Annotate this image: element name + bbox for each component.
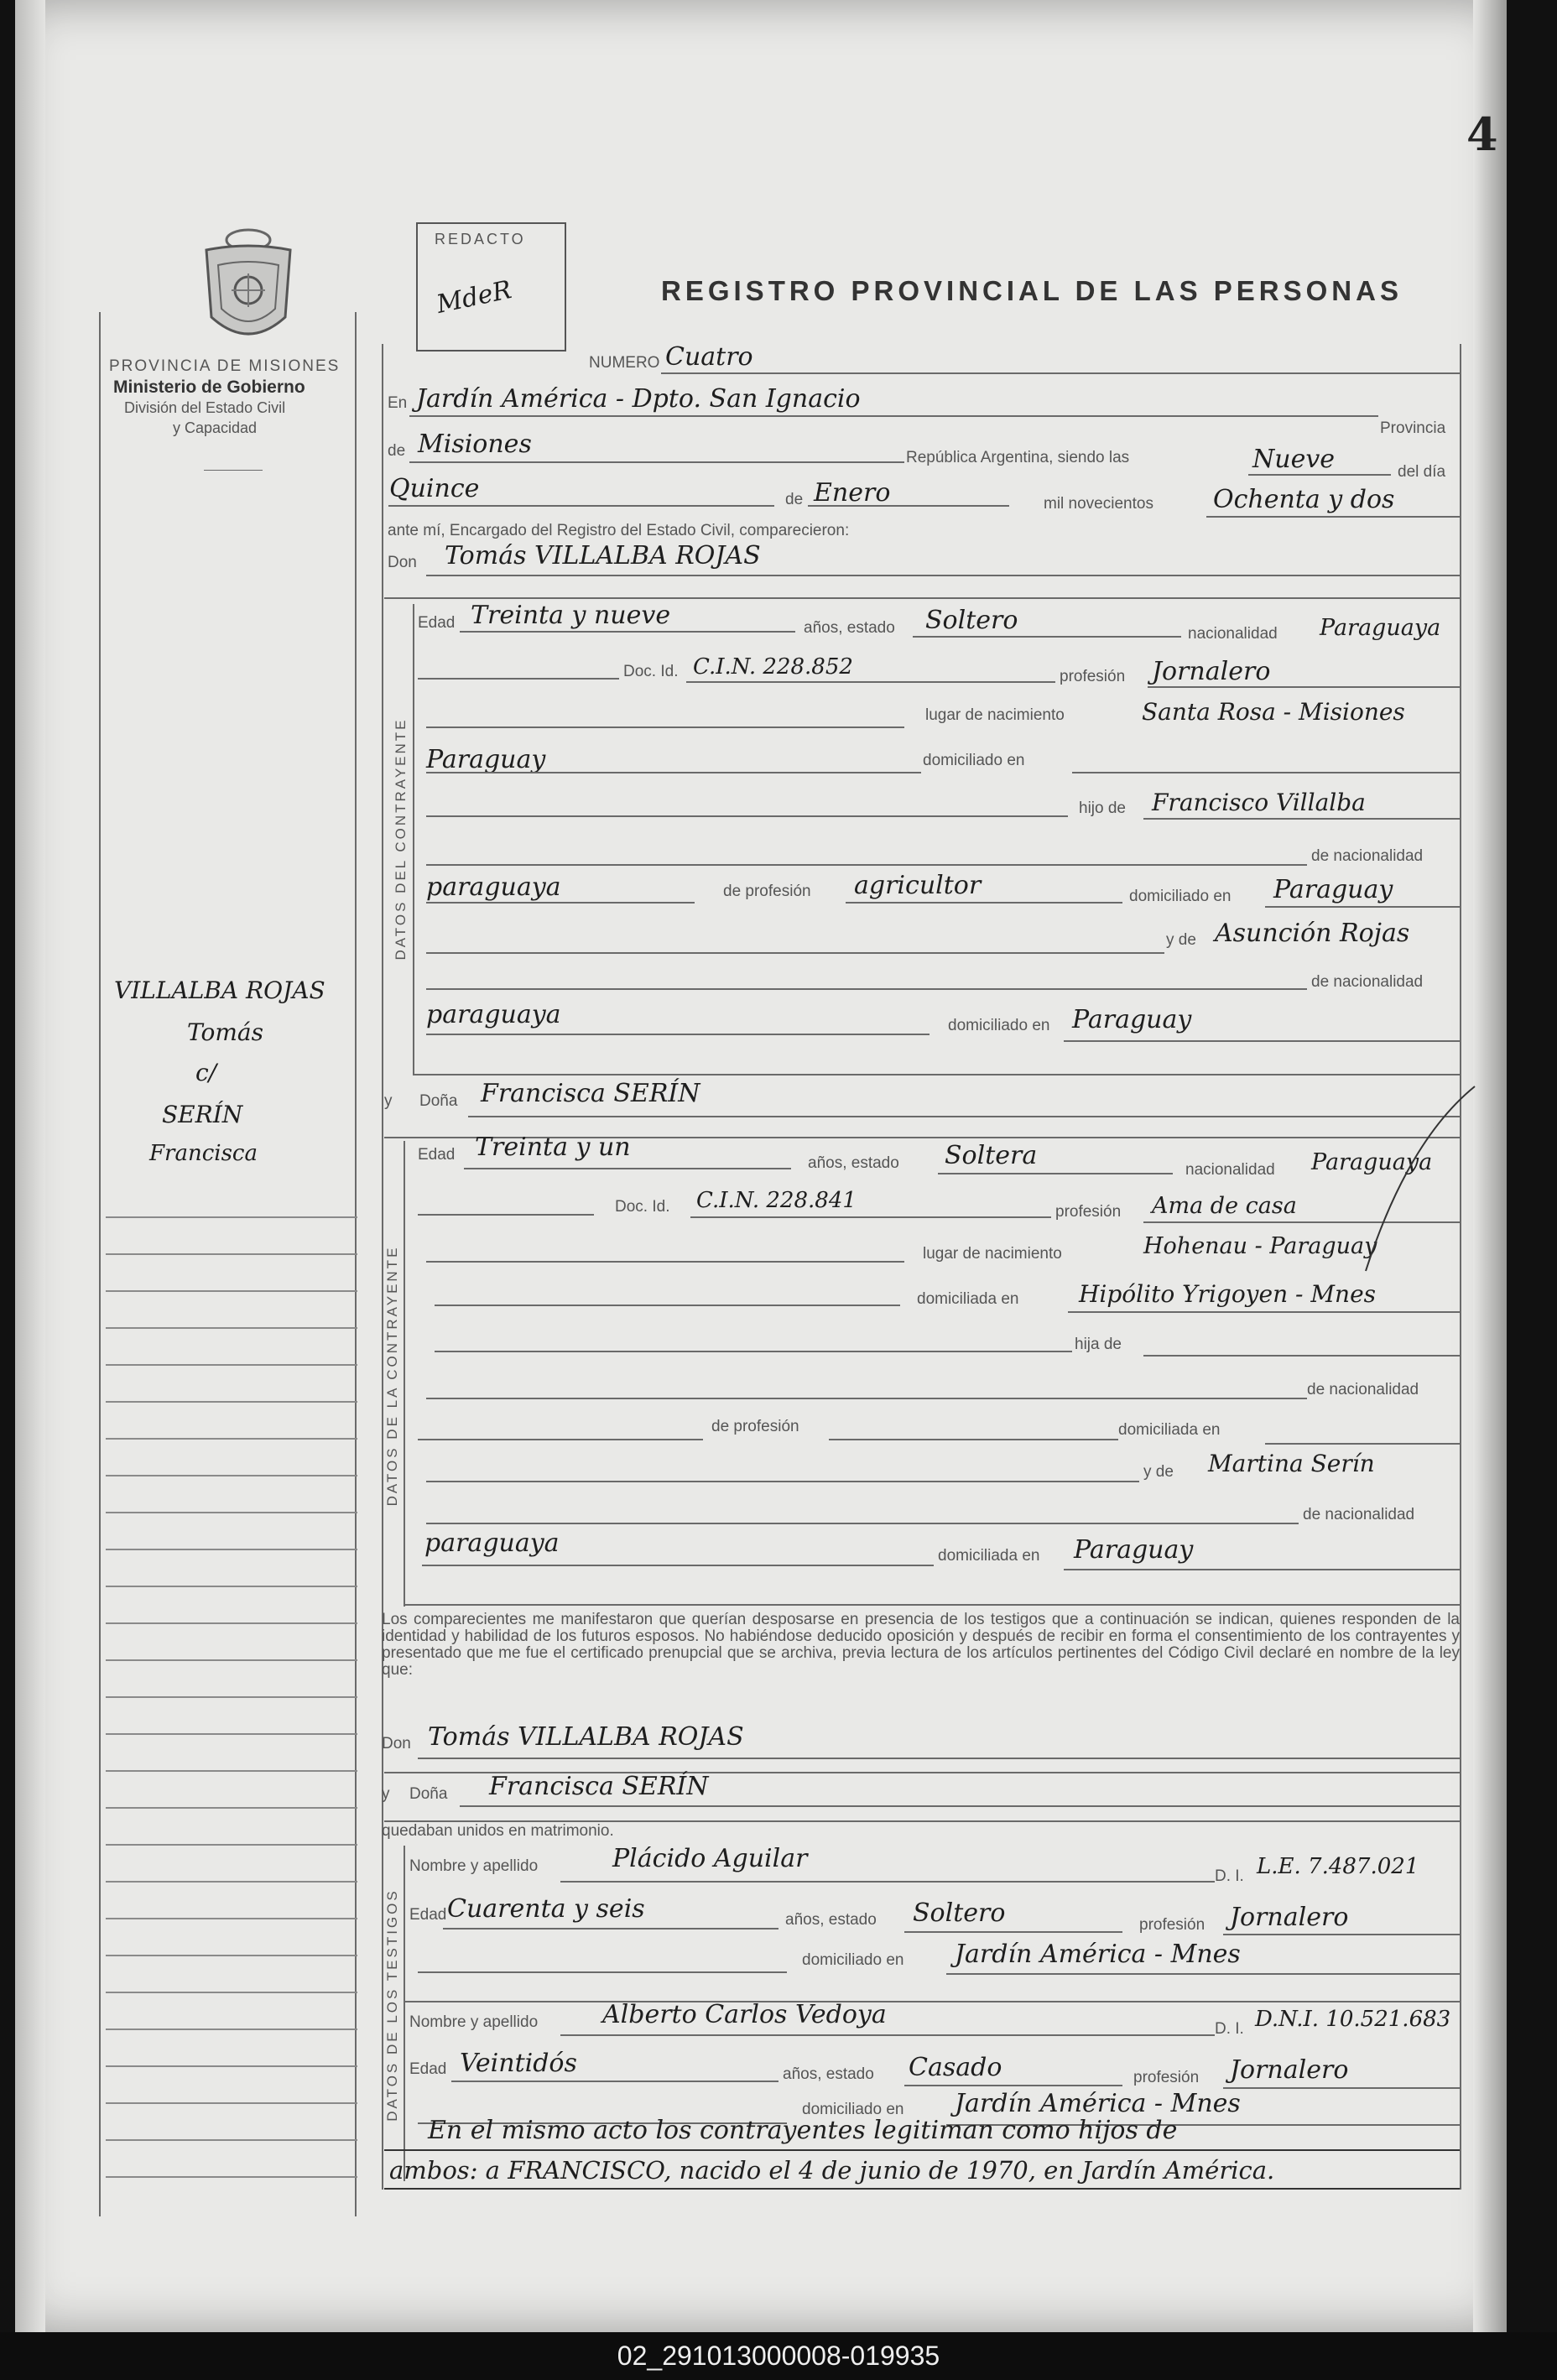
estado-value-2: Soltera bbox=[945, 1141, 1038, 1170]
de-value: Misiones bbox=[418, 430, 532, 459]
numero-value: Cuatro bbox=[665, 342, 753, 372]
cancel-stroke-icon bbox=[1357, 1082, 1483, 1275]
profesion-label: profesión bbox=[1060, 668, 1126, 685]
t1-domicilio-value: Jardín América - Mnes bbox=[955, 1940, 1241, 1969]
anio-value: Ochenta y dos bbox=[1213, 485, 1395, 514]
division-label: División del Estado Civil bbox=[124, 399, 286, 416]
rule bbox=[1265, 1443, 1460, 1445]
rule bbox=[413, 1074, 1460, 1075]
rule bbox=[418, 1214, 594, 1216]
rule bbox=[418, 1758, 1460, 1759]
margin-rule bbox=[106, 1622, 357, 1624]
edad-label: Edad bbox=[418, 614, 456, 632]
rule bbox=[418, 678, 619, 680]
hija-label: hija de bbox=[1075, 1336, 1122, 1353]
de-profesion-label-2: de profesión bbox=[711, 1418, 799, 1435]
lugar-label-2: lugar de nacimiento bbox=[923, 1245, 1062, 1263]
de-mes-label: de bbox=[785, 491, 804, 508]
rule bbox=[938, 1173, 1173, 1174]
margin-rule bbox=[106, 1364, 357, 1366]
don-label: Don bbox=[388, 554, 417, 571]
provincia-label: Provincia bbox=[1380, 419, 1446, 437]
margin-note-surname: VILLALBA ROJAS bbox=[114, 976, 325, 1004]
rule bbox=[1265, 906, 1460, 908]
margin-column-left bbox=[99, 312, 101, 2216]
de-label: de bbox=[388, 442, 406, 460]
page-number: 4 bbox=[1466, 107, 1498, 161]
rule bbox=[404, 1604, 1460, 1606]
capacity-label: y Capacidad bbox=[173, 419, 258, 436]
dona-label: Doña bbox=[419, 1092, 458, 1110]
contrayente-section-label: DATOS DEL CONTRAYENTE bbox=[393, 717, 409, 961]
margin-rule bbox=[106, 2065, 357, 2067]
binding-gutter bbox=[15, 0, 45, 2332]
y-de-label: y de bbox=[1166, 931, 1196, 949]
padre-nacionalidad-value: paraguaya bbox=[426, 872, 561, 902]
t2-domicilio-value: Jardín América - Mnes bbox=[955, 2089, 1241, 2118]
decl-don-label: Don bbox=[382, 1735, 411, 1752]
form-left-border bbox=[382, 344, 383, 2190]
margin-rule bbox=[106, 1807, 357, 1809]
lugar-value-2: Paraguay bbox=[426, 745, 546, 774]
rule bbox=[426, 575, 1460, 576]
del-dia-label: del día bbox=[1398, 463, 1446, 481]
rule bbox=[435, 1351, 1072, 1352]
rule bbox=[384, 2149, 1460, 2151]
margin-rule bbox=[106, 1290, 357, 1292]
rule bbox=[409, 461, 904, 463]
t2-doc-value: D.N.I. 10.521.683 bbox=[1255, 2007, 1451, 2032]
edad-value: Treinta y nueve bbox=[471, 601, 671, 630]
rule bbox=[422, 1565, 934, 1566]
madre-nacionalidad-value: paraguaya bbox=[426, 1000, 561, 1029]
padre-value: Francisco Villalba bbox=[1152, 789, 1366, 816]
decl-dona-label: Doña bbox=[409, 1785, 448, 1803]
note-line-2: ambos: a FRANCISCO, nacido el 4 de junio de 1970, en Jardín América. bbox=[389, 2156, 1275, 2185]
t1-profesion-value: Jornalero bbox=[1230, 1903, 1349, 1932]
margin-rule bbox=[106, 1844, 357, 1846]
rule bbox=[560, 1881, 1215, 1883]
doc-label-2: Doc. Id. bbox=[615, 1198, 670, 1216]
margin-rule bbox=[106, 1918, 357, 1919]
don-value: Tomás VILLALBA ROJAS bbox=[445, 541, 761, 570]
rule bbox=[426, 815, 1068, 817]
margin-rule bbox=[106, 1438, 357, 1440]
rule bbox=[388, 505, 774, 507]
document-page bbox=[15, 0, 1507, 2332]
decl-don-value: Tomás VILLALBA ROJAS bbox=[428, 1722, 744, 1752]
t1-nombre-value: Plácido Aguilar bbox=[612, 1844, 808, 1873]
rule bbox=[1068, 1311, 1460, 1313]
t2-profesion-label: profesión bbox=[1133, 2069, 1200, 2086]
margin-rule bbox=[106, 1696, 357, 1698]
rule bbox=[426, 864, 1307, 866]
doc-value: C.I.N. 228.852 bbox=[693, 654, 853, 680]
margin-rule bbox=[106, 2176, 357, 2178]
anios-label-2: años, estado bbox=[808, 1154, 899, 1172]
de-nacionalidad-label-2: de nacionalidad bbox=[1307, 1381, 1419, 1398]
nacionalidad-value: Paraguaya bbox=[1320, 615, 1441, 641]
rule bbox=[808, 505, 1009, 507]
doc-label: Doc. Id. bbox=[623, 663, 679, 680]
rule bbox=[426, 1034, 930, 1035]
t2-estado-value: Casado bbox=[909, 2053, 1002, 2082]
padre-dom-label: domiciliado en bbox=[1129, 888, 1232, 905]
nacionalidad-label-2: nacionalidad bbox=[1185, 1161, 1275, 1179]
rule bbox=[384, 2188, 1460, 2190]
doc-value-2: C.I.N. 228.841 bbox=[696, 1188, 857, 1213]
decl-y-label: y bbox=[382, 1785, 390, 1803]
margin-column-right bbox=[355, 312, 357, 2216]
rule bbox=[405, 2001, 1460, 2002]
rule bbox=[904, 2085, 1122, 2086]
rule bbox=[460, 1805, 1460, 1807]
madre-dom-value: Paraguay bbox=[1072, 1005, 1192, 1034]
t2-nombre-value: Alberto Carlos Vedoya bbox=[602, 2000, 887, 2029]
t1-nombre-label: Nombre y apellido bbox=[409, 1857, 539, 1875]
margin-rule bbox=[106, 1549, 357, 1550]
hora-value: Nueve bbox=[1252, 445, 1336, 474]
margin-note-sep: c/ bbox=[195, 1059, 217, 1086]
rule bbox=[686, 681, 1055, 683]
note-line-1: En el mismo acto los contrayentes legitiman como hijos de bbox=[428, 2116, 1178, 2145]
margin-rule bbox=[106, 1733, 357, 1735]
de-nacionalidad-label: de nacionalidad bbox=[1311, 847, 1424, 865]
madre-value-2: Martina Serín bbox=[1208, 1450, 1375, 1477]
ante-mi-label: ante mí, Encargado del Registro del Estado Civil, comparecieron: bbox=[388, 522, 850, 539]
mil-label: mil novecientos bbox=[1044, 495, 1153, 513]
margin-rule bbox=[106, 1955, 357, 1956]
margin-note-surname2: SERÍN bbox=[162, 1101, 243, 1128]
margin-rule bbox=[106, 1881, 357, 1883]
rule bbox=[1072, 772, 1460, 773]
madre-dom-label: domiciliado en bbox=[948, 1017, 1050, 1034]
contrayenta-section-label: DATOS DE LA CONTRAYENTE bbox=[384, 1245, 400, 1507]
stamp-initials: MdeR bbox=[434, 274, 514, 320]
rule bbox=[418, 1439, 703, 1440]
rule bbox=[460, 631, 795, 633]
rule bbox=[829, 1439, 1118, 1440]
rule bbox=[384, 597, 1460, 599]
rule bbox=[1143, 1355, 1460, 1357]
anios-label: años, estado bbox=[804, 619, 895, 637]
rule bbox=[426, 988, 1307, 990]
en-value: Jardín América - Dpto. San Ignacio bbox=[416, 384, 861, 414]
profesion-label-2: profesión bbox=[1055, 1203, 1122, 1221]
t1-anios-label: años, estado bbox=[785, 1911, 877, 1929]
t1-profesion-label: profesión bbox=[1139, 1916, 1206, 1934]
rule bbox=[426, 902, 695, 904]
madre-dom-value-2: Paraguay bbox=[1074, 1535, 1194, 1565]
rule bbox=[426, 772, 921, 773]
margin-rule bbox=[106, 2028, 357, 2030]
decl-dona-value: Francisca SERÍN bbox=[489, 1772, 709, 1801]
madre-dom-label-2: domiciliada en bbox=[938, 1547, 1040, 1565]
t2-edad-value: Veintidós bbox=[460, 2049, 577, 2078]
margin-rule bbox=[106, 1327, 357, 1329]
stamp-label: REDACTO bbox=[435, 231, 526, 247]
rule bbox=[1223, 2087, 1460, 2089]
image-caption-bar bbox=[0, 2332, 1557, 2380]
image-caption: 02_291013000008-019935 bbox=[617, 2341, 940, 2371]
rule bbox=[451, 2081, 778, 2082]
rule bbox=[560, 2034, 1215, 2036]
rule bbox=[661, 372, 1460, 374]
rule bbox=[690, 1216, 1051, 1218]
edad-label-2: Edad bbox=[418, 1146, 456, 1164]
rule bbox=[409, 415, 1378, 417]
declaration-text: Los comparecientes me manifestaron que querían desposarse en presencia de los testigos que a continuación se indican, quienes responden de la identidad y habilidad de los futuros esposos. No habiéndose deducido oposición y después de recibir en forma el consentimiento de los contrayentes y presentado que me fue el certificado prenupcial que se archiva, previa lectura de los artículos pertinentes del Código Civil declaré en nombre de la ley que: bbox=[382, 1611, 1460, 1679]
domiciliado-label: domiciliado en bbox=[923, 752, 1025, 769]
rule bbox=[443, 1928, 778, 1930]
margin-rule bbox=[106, 1253, 357, 1255]
madre-nacionalidad-value-2: paraguaya bbox=[424, 1529, 560, 1558]
padre-dom-label-2: domiciliada en bbox=[1118, 1421, 1221, 1439]
margin-rule bbox=[106, 1992, 357, 1993]
y-label: y bbox=[384, 1092, 393, 1110]
quedaban-label: quedaban unidos en matrimonio. bbox=[382, 1822, 614, 1840]
rule bbox=[418, 1971, 787, 1973]
rule bbox=[426, 1523, 1299, 1524]
document-title: REGISTRO PROVINCIAL DE LAS PERSONAS bbox=[661, 275, 1403, 306]
testigos-section-label: DATOS DE LOS TESTIGOS bbox=[384, 1888, 400, 2122]
margin-rule bbox=[106, 1401, 357, 1403]
margin-rule bbox=[106, 1586, 357, 1587]
en-label: En bbox=[388, 394, 408, 412]
profesion-value-2: Ama de casa bbox=[1152, 1193, 1297, 1219]
rule bbox=[1248, 474, 1391, 476]
margin-rule bbox=[106, 1512, 357, 1513]
rule bbox=[426, 1398, 1307, 1399]
t2-nombre-label: Nombre y apellido bbox=[409, 2013, 539, 2031]
lugar-value: Santa Rosa - Misiones bbox=[1142, 698, 1405, 726]
margin-note-name: Tomás bbox=[187, 1018, 263, 1046]
t1-edad-label: Edad bbox=[409, 1906, 447, 1924]
margin-rule bbox=[106, 1475, 357, 1476]
padre-profesion-value: agricultor bbox=[854, 871, 982, 900]
madre-nac-label-2: de nacionalidad bbox=[1303, 1506, 1415, 1523]
rule bbox=[426, 726, 904, 728]
hijo-label: hijo de bbox=[1079, 799, 1126, 817]
lugar-label: lugar de nacimiento bbox=[925, 706, 1065, 724]
margin-rule bbox=[106, 1216, 357, 1218]
province-label: PROVINCIA DE MISIONES bbox=[109, 357, 341, 375]
t2-domiciliado-label: domiciliado en bbox=[802, 2101, 904, 2118]
nacionalidad-label: nacionalidad bbox=[1188, 625, 1278, 643]
madre-nac-label: de nacionalidad bbox=[1311, 973, 1424, 991]
section-border bbox=[413, 604, 414, 1074]
rule bbox=[426, 952, 1164, 954]
ministry-label: Ministerio de Gobierno bbox=[113, 378, 305, 397]
rule bbox=[1064, 1569, 1460, 1570]
margin-note-name2: Francisca bbox=[149, 1141, 258, 1166]
profesion-value: Jornalero bbox=[1152, 657, 1271, 686]
rule bbox=[1143, 818, 1460, 820]
rule bbox=[435, 1305, 900, 1306]
margin-rule bbox=[106, 2139, 357, 2141]
rule bbox=[913, 636, 1181, 638]
dia-value: Quince bbox=[389, 474, 480, 503]
madre-value: Asunción Rojas bbox=[1215, 919, 1410, 948]
t1-d-label: D. I. bbox=[1215, 1867, 1244, 1885]
t1-edad-value: Cuarenta y seis bbox=[447, 1894, 645, 1924]
rule bbox=[1064, 1040, 1460, 1042]
mes-value: Enero bbox=[814, 478, 891, 508]
lugar-value-2: Hohenau - Paraguay bbox=[1143, 1233, 1377, 1259]
rule bbox=[468, 1116, 1460, 1117]
t2-edad-label: Edad bbox=[409, 2060, 447, 2078]
margin-rule bbox=[106, 1659, 357, 1661]
t1-estado-value: Soltero bbox=[913, 1898, 1006, 1928]
rule bbox=[1206, 516, 1460, 518]
margin-rule bbox=[106, 1770, 357, 1772]
section-border bbox=[404, 1141, 405, 1607]
section-border bbox=[404, 1846, 405, 2181]
margin-rule bbox=[106, 2102, 357, 2104]
rule bbox=[464, 1168, 791, 1169]
t2-profesion-value: Jornalero bbox=[1230, 2055, 1349, 2085]
rule bbox=[846, 902, 1122, 904]
numero-label: NUMERO bbox=[589, 354, 660, 372]
domicilio-value-2: Hipólito Yrigoyen - Mnes bbox=[1079, 1280, 1377, 1308]
republica-label: República Argentina, siendo las bbox=[906, 449, 1130, 466]
estado-value: Soltero bbox=[925, 606, 1018, 635]
t1-doc-value: L.E. 7.487.021 bbox=[1257, 1854, 1419, 1879]
rule bbox=[946, 1973, 1460, 1975]
rule bbox=[1148, 686, 1460, 688]
rule bbox=[426, 1481, 1139, 1482]
dona-value: Francisca SERÍN bbox=[481, 1079, 700, 1108]
t2-anios-label: años, estado bbox=[783, 2065, 874, 2083]
rule bbox=[1223, 1934, 1460, 1935]
edad-value-2: Treinta y un bbox=[475, 1133, 631, 1162]
rule bbox=[904, 1931, 1122, 1933]
t1-domiciliado-label: domiciliado en bbox=[802, 1951, 904, 1969]
de-profesion-label: de profesión bbox=[723, 883, 811, 900]
divider bbox=[204, 470, 263, 471]
rule bbox=[426, 1261, 904, 1263]
nacionalidad-value-2: Paraguaya bbox=[1311, 1149, 1433, 1175]
redacto-stamp bbox=[416, 222, 566, 352]
domiciliada-label: domiciliada en bbox=[917, 1290, 1019, 1308]
t2-d-label: D. I. bbox=[1215, 2020, 1244, 2038]
coat-of-arms-icon bbox=[198, 225, 299, 351]
y-de-label-2: y de bbox=[1143, 1463, 1174, 1481]
padre-dom-value: Paraguay bbox=[1273, 875, 1393, 904]
